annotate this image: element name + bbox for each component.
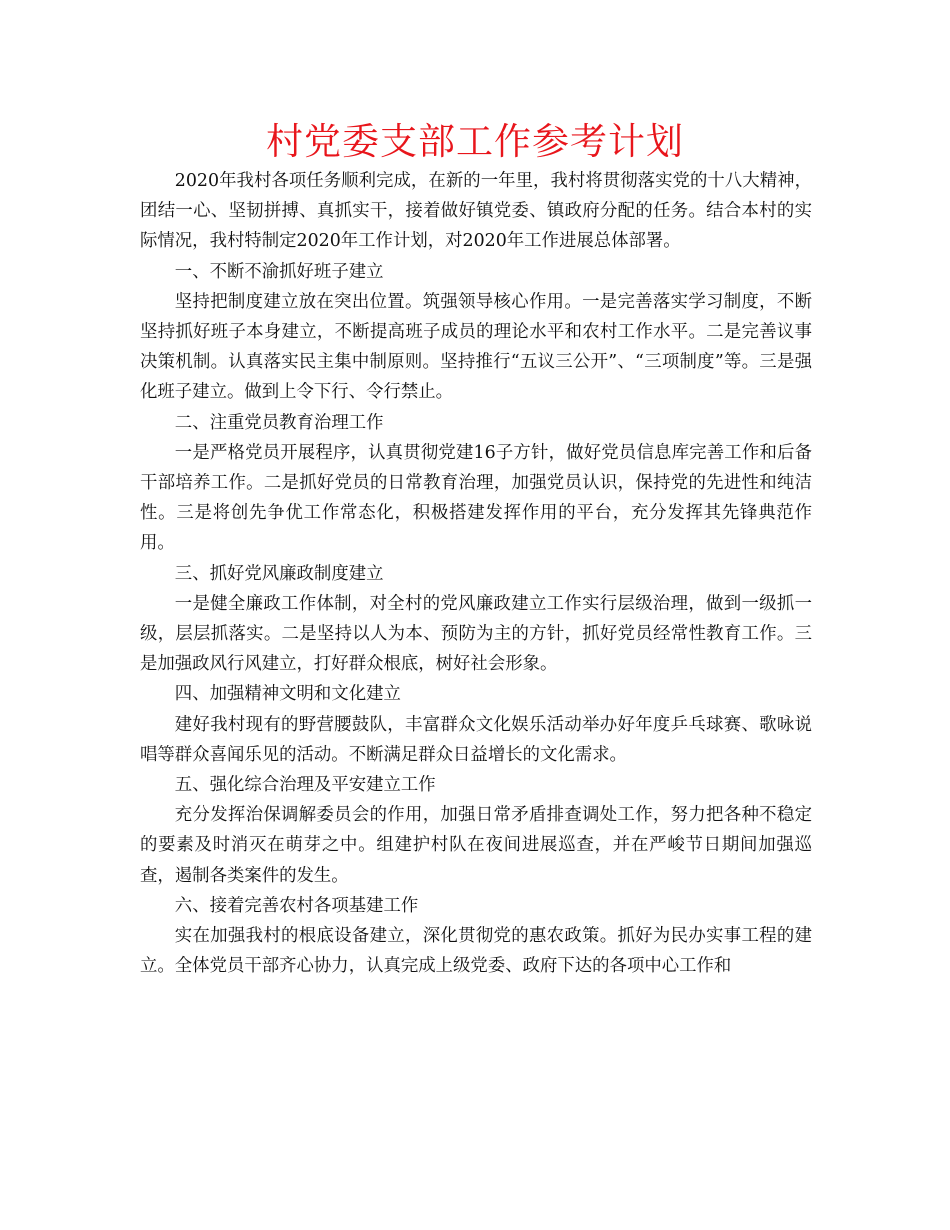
paragraph-section-4: 建好我村现有的野营腰鼓队，丰富群众文化娱乐活动举办好年度乒乓球赛、歌咏说唱等群众喜闻乐见的活动。不断满足群众日益增长的文化需求。 <box>140 714 812 765</box>
section-heading-6: 六、接着完善农村各项基建工作 <box>174 895 419 916</box>
document-title: 村党委支部工作参考计划 <box>266 120 684 163</box>
section-heading-4: 四、加强精神文明和文化建立 <box>174 684 401 705</box>
section-heading-1: 一、不断不渝抓好班子建立 <box>174 261 384 282</box>
paragraph-intro: 2020年我村各项任务顺利完成，在新的一年里，我村将贯彻落实党的十八大精神，团结一心、坚韧拼搏、真抓实干，接着做好镇党委、镇政府分配的任务。结合本村的实际情况，我村特制定2020年工作计划，对2020年工作进展总体部署。 <box>140 171 812 252</box>
document-body <box>140 166 812 981</box>
paragraph-section-5: 充分发挥治保调解委员会的作用，加强日常矛盾排查调处工作，努力把各种不稳定的要素及时消灭在萌芽之中。组建护村队在夜间进展巡查，并在严峻节日期间加强巡查，遏制各类案件的发生。 <box>140 805 812 886</box>
section-heading-3: 三、抓好党风廉政制度建立 <box>174 563 384 584</box>
paragraph-section-1: 坚持把制度建立放在突出位置。筑强领导核心作用。一是完善落实学习制度，不断坚持抓好班子本身建立，不断提高班子成员的理论水平和农村工作水平。二是完善议事决策机制。认真落实民主集中制原则。坚持推行“五议三公开”、“三项制度”等。三是强化班子建立。做到上令下行、令行禁止。 <box>140 291 812 403</box>
section-heading-2: 二、注重党员教育治理工作 <box>174 412 384 433</box>
paragraph-section-2: 一是严格党员开展程序，认真贯彻党建16子方针，做好党员信息库完善工作和后备干部培养工作。二是抓好党员的日常教育治理，加强党员认识，保持党的先进性和纯洁性。三是将创先争优工作常态化，积极搭建发挥作用的平台，充分发挥其先锋典范作用。 <box>140 442 812 554</box>
section-heading-5: 五、强化综合治理及平安建立工作 <box>174 775 436 796</box>
paragraph-section-6: 实在加强我村的根底设备建立，深化贯彻党的惠农政策。抓好为民办实事工程的建立。全体党员干部齐心协力，认真完成上级党委、政府下达的各项中心工作和 <box>140 926 812 977</box>
paragraph-section-3: 一是健全廉政工作体制，对全村的党风廉政建立工作实行层级治理，做到一级抓一级，层层抓落实。二是坚持以人为本、预防为主的方针，抓好党员经常性教育工作。三是加强政风行风建立，打好群众根底，树好社会形象。 <box>140 593 812 675</box>
